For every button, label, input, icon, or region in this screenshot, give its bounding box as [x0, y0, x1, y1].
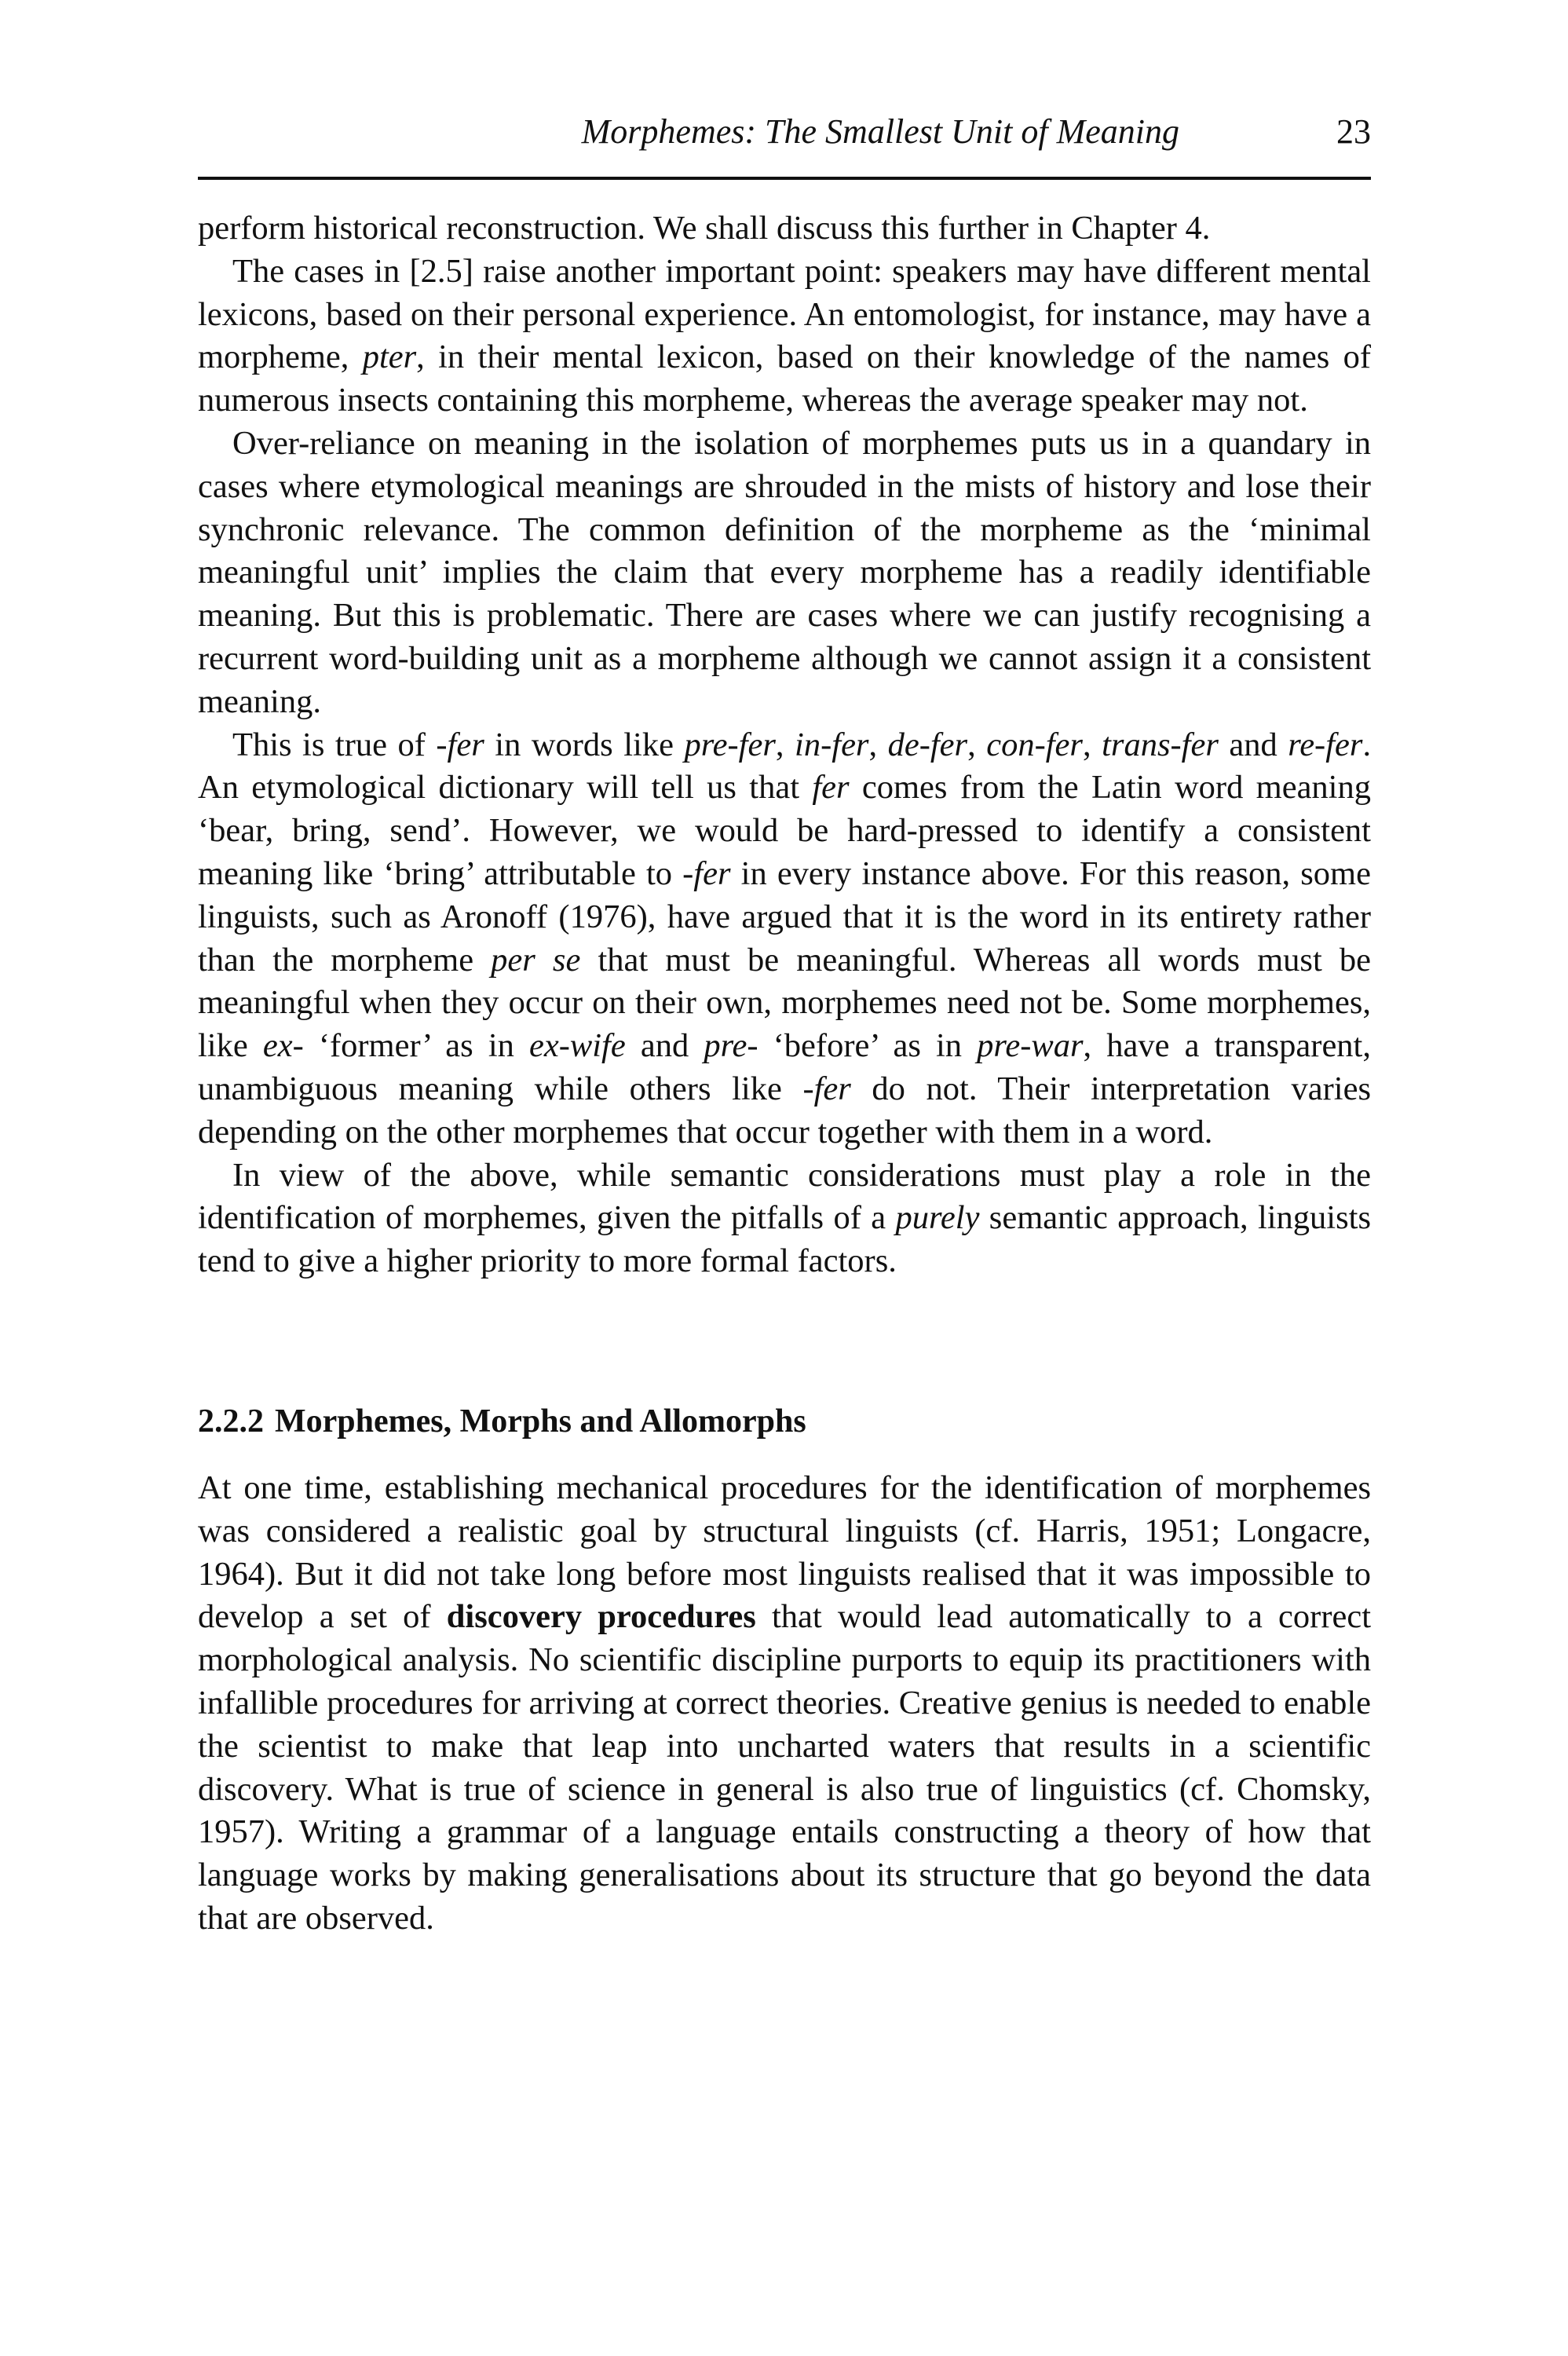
paragraph: In view of the above, while semantic considerations must play a role in the identification of morphemes, given the pitfalls of a purely semantic approach, linguists tend to give a higher priority to more formal factors.	[198, 1156, 1371, 1280]
paragraph: At one time, establishing mechanical procedures for the identification of morphemes was considered a realistic goal by structural linguists (cf. Harris, 1951; Longacre, 1964). But it did not take long before most linguists realised that it was impossible to develop a set of discovery procedures that would lead automatically to a correct morphological analysis. No scientific discipline purports to equip its practitioners with infallible procedures for arriving at correct theories. Creative genius is needed to enable the scientist to make that leap into uncharted waters that results in a scientific discovery. What is true of science in general is also true of linguistics (cf. Chomsky, 1957). Writing a grammar of a language entails constructing a theory of how that language works by making generalisations about its structure that go beyond the data that are observed.	[198, 1469, 1372, 1937]
italic-term: per se	[491, 941, 581, 979]
running-head-title: Morphemes: The Smallest Unit of Meaning	[581, 112, 1179, 151]
italic-term: -fer	[682, 854, 731, 892]
paragraph: Over-reliance on meaning in the isolation of morphemes puts us in a quandary in cases where etymological meanings are shrouded in the mists of history and lose their synchronic relevance. The common definition of the morpheme as the ‘minimal meaningful unit’ implies the claim that every morpheme has a readily identifiable meaning. But this is problematic. There are cases where we can justify recognising a recurrent word-building unit as a morpheme although we cannot assign it a consistent meaning.	[198, 424, 1371, 720]
italic-term: fer	[812, 769, 850, 807]
italic-term: de-fer	[887, 726, 968, 763]
italic-term: pre-fer	[684, 726, 776, 763]
italic-term: trans-fer	[1102, 726, 1219, 763]
italic-term: pre-	[704, 1027, 758, 1065]
italic-term: ex-	[262, 1027, 304, 1065]
italic-term: -fer	[802, 1070, 851, 1107]
italic-term: in-fer	[795, 726, 869, 763]
section-number: 2.2.2	[198, 1403, 264, 1440]
italic-term: pter	[362, 338, 417, 376]
paragraph: perform historical reconstruction. We shall discuss this further in Chapter 4.	[198, 210, 1211, 247]
running-head	[198, 108, 1371, 155]
paragraph: This is true of -fer in words like pre-fer, in-fer, de-fer, con-fer, trans-fer and re-fer. An etymological dictionary will tell us that fer comes from the Latin word meaning ‘bear, bring, send’. However, we would be hard-pressed to identify a consistent meaning like ‘bring’ attributable to -fer in every instance above. For this reason, some linguists, such as Aronoff (1976), have argued that it is the word in its entirety rather than the morpheme per se that must be meaningful. Whereas all words must be meaningful when they occur on their own, morphemes need not be. Some morphemes, like ex- ‘former’ as in ex-wife and pre- ‘before’ as in pre-war, have a transparent, unambiguous meaning while others like -fer do not. Their interpretation varies depending on the other morphemes that occur together with them in a word.	[198, 726, 1372, 1151]
italic-term: pre-war	[977, 1027, 1084, 1065]
page-number: 23	[1336, 112, 1371, 151]
italic-term: re-fer	[1288, 726, 1363, 763]
bold-term: discovery procedures	[446, 1598, 756, 1636]
paragraph: The cases in [2.5] raise another important point: speakers may have different mental lexicons, based on their personal experience. An entomologist, for instance, may have a morpheme, pter, in their mental lexicon, based on their knowledge of the names of numerous insects containing this morpheme, whereas the average speaker may not.	[198, 252, 1371, 419]
italic-term: purely	[895, 1199, 980, 1237]
page-body	[198, 207, 1371, 1941]
section-title: Morphemes, Morphs and Allomorphs	[275, 1403, 806, 1440]
header-rule	[198, 177, 1371, 180]
italic-term: -fer	[436, 726, 484, 763]
italic-term: con-fer	[986, 726, 1083, 763]
italic-term: ex-wife	[529, 1027, 626, 1065]
section-heading	[198, 1398, 1371, 1445]
